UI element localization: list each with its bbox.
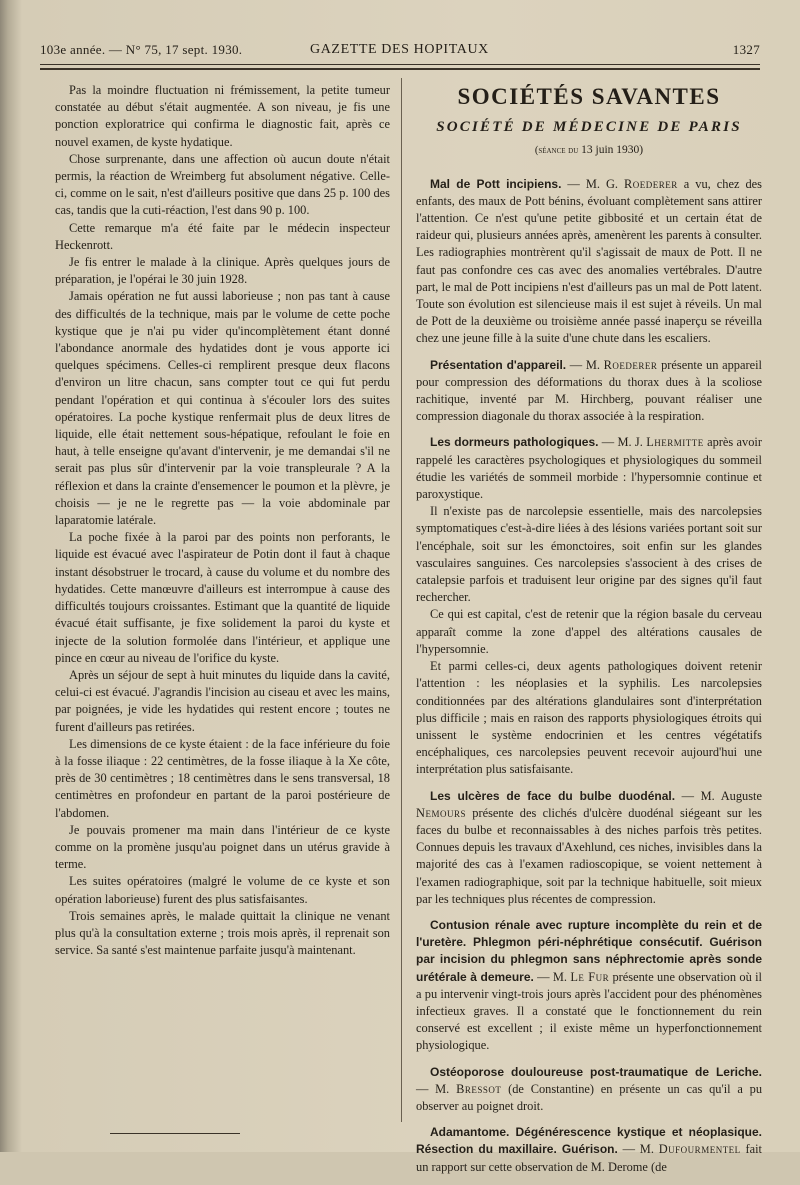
item-heading: Mal de Pott incipiens. xyxy=(430,176,562,191)
item-lead: — M. xyxy=(416,1081,457,1096)
item-lead: — M. xyxy=(617,1142,659,1157)
right-column xyxy=(416,82,762,1185)
paragraph: Ce qui est capital, c'est de retenir que la région basale du cerveau apparaît comme la zone d'appel des altérations causales de l'hypersomnie. xyxy=(416,607,762,656)
society-title: SOCIÉTÉ DE MÉDECINE DE PARIS xyxy=(436,119,742,136)
session-date xyxy=(416,142,762,159)
paragraph: Cette remarque m'a été faite par le médecin inspecteur Heckenrott. xyxy=(55,220,390,252)
item-author: Lhermitte xyxy=(646,435,704,450)
item-heading: Adamantome. Dégénérescence kystique et néoplasique. Résection du maxillaire. Guérison. xyxy=(416,1125,762,1157)
item-author: Roederer xyxy=(603,357,658,372)
communication-item xyxy=(416,357,762,426)
journal-title: GAZETTE DES HOPITAUX xyxy=(310,42,489,57)
session-date-value: 13 juin 1930) xyxy=(581,144,644,157)
communication-item xyxy=(416,176,762,348)
column-separator xyxy=(401,78,402,1122)
end-rule xyxy=(110,1133,240,1134)
communication-item xyxy=(416,917,762,1055)
item-text: a vu, chez des enfants, des maux de Pott bénins, évoluant complètement sans attirer l'attention. Ce n'est qu'une petite gibbosité et un certain état de raideur qui, plusieurs années après, amenèrent les parents à consulter. Les radiographies montrèrent qu'il s'agissait de maux de Pott. Il ne faut pas confondre ces cas avec des anomalies vertébrales. D'autre part, le mal de Pott incipiens n'est d'ailleurs pas un mal de Pott latent. Toute son évolution est silencieuse mais il est sujet à réveils. Un mal de Pott de la deuxième ou troisième année passé inaperçu se réveilla chez une jeune fille à la suite d'une chute dans les escaliers. xyxy=(416,176,763,346)
paragraph: Les suites opératoires (malgré le volume de ce kyste et son opération laborieuse) furent des plus satisfaisantes. xyxy=(55,874,390,906)
item-author: Roederer xyxy=(624,176,678,191)
paragraph: Pas la moindre fluctuation ni frémissement, la petite tumeur constatée au début s'était augmentée. A son niveau, je fis une ponction exploratrice qui confirma le diagnostic fait, après ce nouvel examen, de kyste hydatique. xyxy=(55,83,390,149)
page-header xyxy=(40,40,760,62)
communication-item xyxy=(416,788,762,908)
paragraph: Il n'existe pas de narcolepsie essentielle, mais des narcolepsies symptomatiques c'est-à-dire liées à des lésions variées portant soit sur l'encéphale, soit sur les émonctoires, soit enfin sur les glandes vasculaires sanguines. Ces narcolepsies s'associent à des crises de catalepsie parfois et traduisent leur origine par des signes qu'il faut rechercher. xyxy=(416,504,762,605)
item-heading: Les dormeurs pathologiques. xyxy=(430,435,599,450)
paragraph: Les dimensions de ce kyste étaient : de la face inférieure du foie à la fosse iliaque : 22 centimètres, de la fosse iliaque à la Xe côte, près de 30 centimètres ; 18 centimètres dans le sens transversal, 18 centimètres en profondeur en partant de la paroi postérieure de l'abdomen. xyxy=(55,736,390,820)
item-lead: — M. J. xyxy=(598,435,647,450)
page-number: 1327 xyxy=(732,42,760,57)
paragraph: La poche fixée à la paroi par des points non perforants, le liquide est évacué avec l'aspirateur de Potin dont il faut à chaque instant désobstruer le trocard, à cause du volume et du nombre des hydatides. Cette manœuvre d'ailleurs est interrompue à cause des difficultés toujours croissantes. Estimant que la quantité de liquide évacué était suffisante, je fixe solidement la paroi du kyste et injecte de la solution formolée dans l'intérieur, et applique une pince en cœur au niveau de l'orifice du kyste. xyxy=(55,530,390,665)
paragraph: Après un séjour de sept à huit minutes du liquide dans la cavité, celui-ci est évacué. J'agrandis l'incision au ciseau et avec les mains, par poignées, je vide les hydatides qui restent encore ; toutes ne furent d'ailleurs pas retirées. xyxy=(55,667,390,734)
paragraph: Je pouvais promener ma main dans l'intérieur de ce kyste comme on la promène jusqu'au poignet dans un utérus gravide à terme. xyxy=(55,822,390,872)
item-author: Dufourmentel xyxy=(658,1142,741,1157)
item-text: présente une observation où il a pu intervenir vingt-trois jours après l'accident pour des phénomènes infectieux graves. Il a constaté que le fonctionnement du rein conservé est excellent ; il existe même un hyperfonctionnement physiologique. xyxy=(416,969,762,1053)
session-prefix: (séance du xyxy=(534,145,579,157)
left-column xyxy=(55,82,390,959)
item-heading: Contusion rénale avec rupture incomplète du rein et de l'uretère. Phlegmon péri-néphrétique consécutif. Guérison par incision du phlegmon sans néphrectomie après sonde urétérale à demeure. xyxy=(416,917,762,984)
paragraph: Chose surprenante, dans une affection où aucun doute n'était permis, la réaction de Wreimberg fut absolument négative. Celle-ci, comme on le sait, n'est d'ailleurs positive que dans 25 p. 100 des cas, tandis que la cuti-réaction, l'est dans 90 p. 100. xyxy=(55,151,390,218)
paragraph: Et parmi celles-ci, deux agents pathologiques doivent retenir l'attention : les néoplasies et la syphilis. Les narcolepsies conditionnées par des altérations glandulaires sont d'interprétation plus difficile ; mais en raison des rapports physiologiques étroits qui unissent le système endocrinien et les centres végétatifs encéphaliques, ces narcolepsies peuvent recevoir aujourd'hui une interprétation plus satisfaisante. xyxy=(416,659,762,777)
communication-item xyxy=(416,1064,762,1116)
item-heading: Présentation d'appareil. xyxy=(430,357,567,372)
communication-item xyxy=(416,1124,762,1176)
item-author: Nemours xyxy=(416,805,466,820)
item-heading: Les ulcères de face du bulbe duodénal. xyxy=(430,788,676,803)
item-author: Bressot xyxy=(456,1081,502,1096)
item-text: présente un appareil pour compression des déformations du thorax dues à la scoliose rachitique, inventé par M. Hirchberg, pouvant réaliser une compression diagonale du thorax associée à la respiration. xyxy=(416,357,762,424)
item-heading: Ostéoporose douloureuse post-traumatique de Leriche. xyxy=(430,1064,762,1079)
item-lead: — M. xyxy=(566,357,604,372)
item-author: Le Fur xyxy=(570,969,610,984)
item-lead: — M. G. xyxy=(561,176,625,191)
item-text: présente des clichés d'ulcère duodénal siégeant sur les faces du bulbe et reconnaissables à des niches parfois très petites. Connues depuis les travaux d'Axehlund, ces niches, invisibles dans la majorité des cas à l'examen radioscopique, se voient nettement à l'examen radiographique, soit par la technique habituelle, soit mieux par les techniques plus récentes de compression. xyxy=(416,805,762,906)
item-text: après avoir rappelé les caractères psychologiques et physiologiques du sommeil étudie les variétés de sommeil morbide : l'hypersomnie continue et paroxystique. xyxy=(416,435,762,502)
communication-item xyxy=(416,434,762,778)
item-text: (de Constantine) en présente un cas qu'il a pu observer au poignet droit. xyxy=(416,1081,763,1113)
item-text: fait un rapport sur cette observation de M. Derome (de xyxy=(416,1142,762,1174)
paragraph: Trois semaines après, le malade quittait la clinique ne venant plus qu'à la consultation externe ; trois mois après, il reprenait son service. Sa santé s'est maintenue parfaite jusqu'à maintenant. xyxy=(55,908,390,958)
section-title: SOCIÉTÉS SAVANTES xyxy=(457,84,721,109)
paragraph: Je fis entrer le malade à la clinique. Après quelques jours de préparation, je l'opérai le 30 juin 1928. xyxy=(55,255,390,287)
item-lead: — M. xyxy=(533,969,571,984)
issue-info: 103e année. — N° 75, 17 sept. 1930. xyxy=(40,42,243,57)
item-lead: — M. Auguste xyxy=(675,788,762,803)
paragraph: Jamais opération ne fut aussi laborieuse ; non pas tant à cause des difficultés de la technique, mais par le volume de cette poche kystique que je n'ai pu vider qu'incomplètement étant donné l'abondance anormale des hydatides dont je vous apporte ici quelques spécimens. Celles-ci remplirent presque deux flacons d'environ un litre chacun, sans compter tout ce qui fut perdu pendant l'opération et qui continua à s'écouler lors des suites opératoires. La poche kystique renfermait plus de deux litres de liquide, elle était nettement sous-hépatique, refoulant le foie en haut, à telle enseigne qu'avant d'intervenir, je me demandai s'il ne serait pas plus sûr d'intervenir par la voie transpleurale ? A la réflexion et dans la crainte d'ensemencer le poumon et la plèvre, je choisis — je ne le regrette pas — la voie abdominale par laparatomie latérale. xyxy=(55,289,390,528)
header-rule-thick xyxy=(40,68,760,70)
header-rule xyxy=(40,64,760,65)
